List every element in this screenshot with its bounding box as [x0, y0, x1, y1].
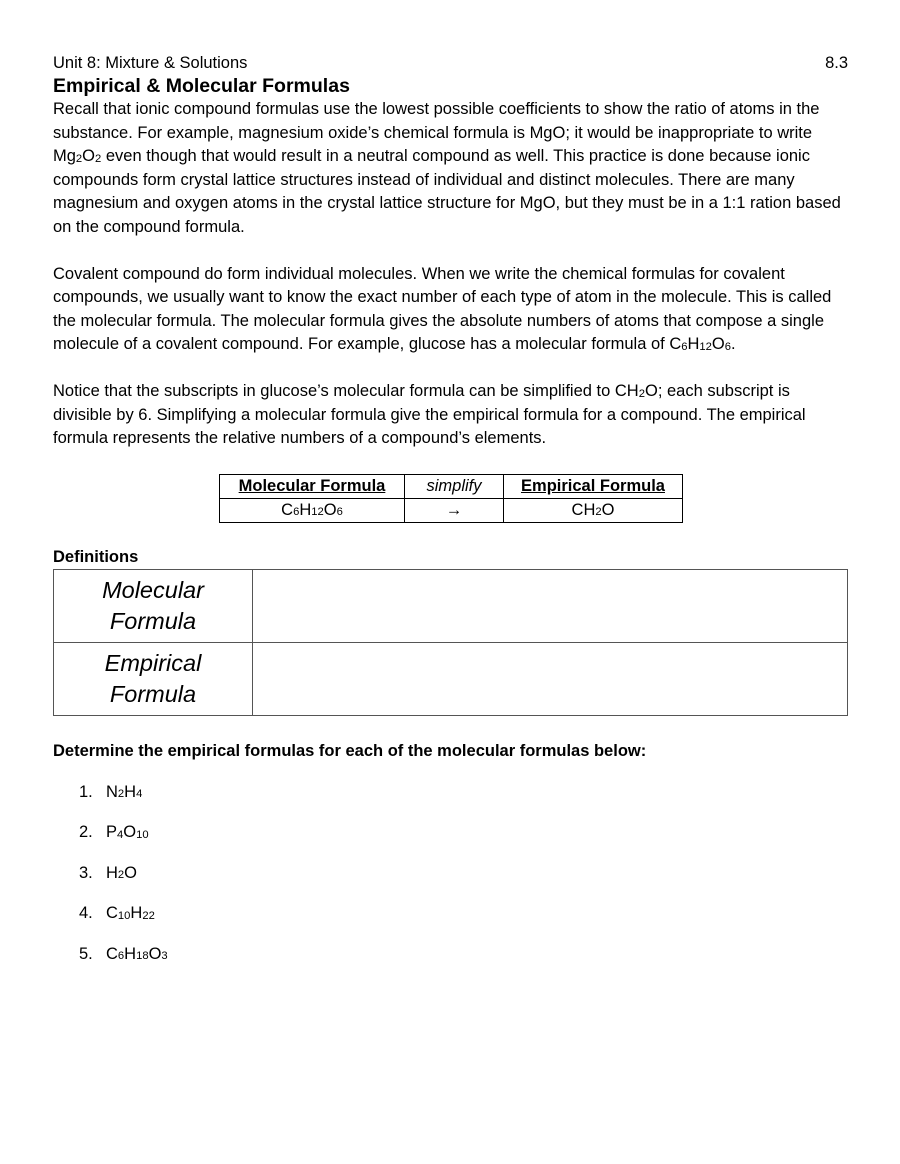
simplify-header: simplify	[405, 474, 504, 498]
paragraph-covalent: Covalent compound do form individual molecules. When we write the chemical formulas for covalent compounds, we usually want to know the exact number of each type of atom in the molecule. This is called the molecular formula. The molecular formula gives the absolute numbers of atoms that compose a single molecule of a covalent compound. For example, glucose has a molecular formula of $C_6H_{12}O_6$.	[53, 264, 832, 353]
definition-term: Molecular Formula	[54, 569, 253, 642]
worksheet-page	[53, 53, 848, 985]
example-table	[219, 474, 683, 523]
page-title: Empirical & Molecular Formulas	[53, 75, 350, 97]
definition-row-molecular	[54, 569, 848, 642]
unit-label: Unit 8: Mixture & Solutions	[53, 54, 248, 72]
paragraph-empirical: Notice that the subscripts in glucose’s molecular formula can be simplified to $CH_2O$; each subscript is divisible by 6. Simplifying a molecular formula give the empirical formula for a compound. The empirical formula represents the relative numbers of a compound’s elements.	[53, 382, 806, 447]
section-number: 8.3	[825, 54, 848, 72]
example-empirical-formula: $CH_2O$	[504, 498, 683, 522]
questions-heading: Determine the empirical formulas for each of the molecular formulas below:	[53, 741, 647, 760]
definition-row-empirical	[54, 642, 848, 715]
definition-term: Empirical Formula	[54, 642, 253, 715]
definitions-table	[53, 569, 848, 716]
list-item: 1. $N_2H_4$	[79, 782, 143, 801]
definition-answer-cell[interactable]	[253, 642, 848, 715]
list-item: 4. $C_{10}H_{22}$	[79, 904, 155, 922]
paragraph-ionic: Recall that ionic compound formulas use the lowest possible coefficients to show the ratio of atoms in the substance. For example, magnesium oxide’s chemical formula is MgO; it would be inappropriate to write $Mg_2O_2$ even though that would result in a neutral compound as well. This practice is done because ionic compounds form crystal lattice structures instead of individual and distinct molecules. There are many magnesium and oxygen atoms in the crystal lattice structure for MgO, but they must be in a 1:1 ration based on the compound formula.	[53, 100, 841, 236]
list-item: 2. $P_4O_{10}$	[79, 823, 149, 841]
page-header	[53, 53, 848, 73]
list-item: 3. $H_2O$	[79, 863, 138, 882]
empirical-formula-header: Empirical Formula	[504, 474, 683, 498]
arrow-right-icon: →	[405, 498, 504, 522]
molecular-formula-header: Molecular Formula	[220, 474, 405, 498]
definitions-heading: Definitions	[53, 547, 139, 566]
example-molecular-formula: $C_6H_{12}O_6$	[220, 498, 405, 522]
list-item: 5. $C_6H_{18}O_3$	[79, 944, 168, 963]
definition-answer-cell[interactable]	[253, 569, 848, 642]
problem-list	[79, 783, 848, 986]
